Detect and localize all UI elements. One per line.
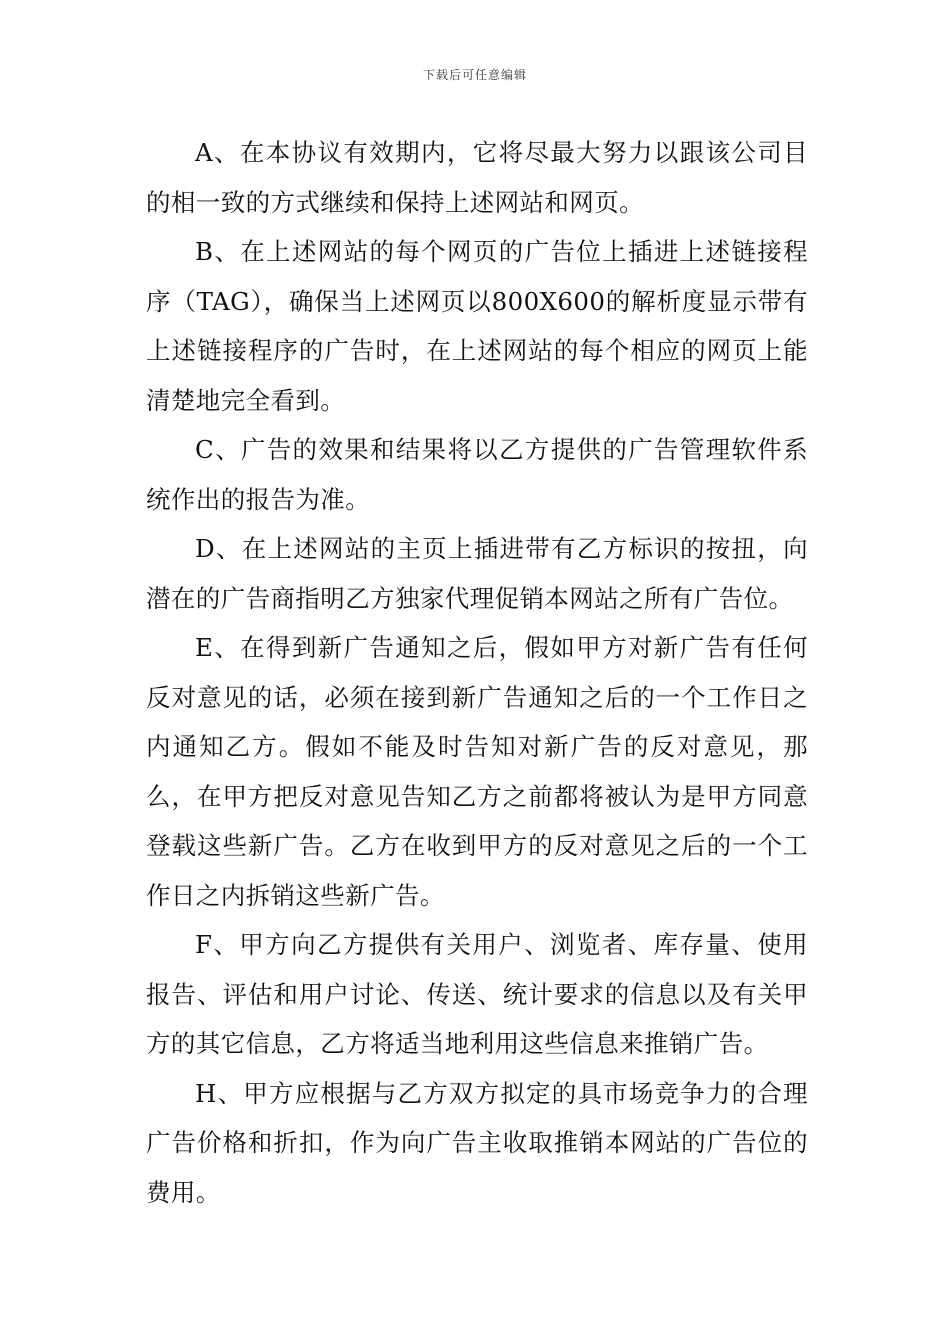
clause-c-paragraph: C、广告的效果和结果将以乙方提供的广告管理软件系统作出的报告为准。 xyxy=(146,435,808,514)
clause-h-paragraph: H、甲方应根据与乙方双方拟定的具市场竞争力的合理广告价格和折扣，作为向广告主收取推销本网站的广告位的费用。 xyxy=(146,1078,808,1207)
clause-a-paragraph: A、在本协议有效期内，它将尽最大努力以跟该公司目的相一致的方式继续和保持上述网站和网页。 xyxy=(146,138,808,217)
clause-e-paragraph: E、在得到新广告通知之后，假如甲方对新广告有任何反对意见的话，必须在接到新广告通知之后的一个工作日之内通知乙方。假如不能及时告知对新广告的反对意见，那么，在甲方把反对意见告知乙方之前都将被认为是甲方同意登载这些新广告。乙方在收到甲方的反对意见之后的一个工作日之内拆销这些新广告。 xyxy=(146,633,808,910)
clause-b-paragraph: B、在上述网站的每个网页的广告位上插进上述链接程序（TAG），确保当上述网页以800X600的解析度显示带有上述链接程序的广告时，在上述网站的每个相应的网页上能清楚地完全看到。 xyxy=(146,237,808,415)
clause-d-paragraph: D、在上述网站的主页上插进带有乙方标识的按扭，向潜在的广告商指明乙方独家代理促销本网站之所有广告位。 xyxy=(146,534,808,613)
clause-f-paragraph: F、甲方向乙方提供有关用户、浏览者、库存量、使用报告、评估和用户讨论、传送、统计要求的信息以及有关甲方的其它信息，乙方将适当地利用这些信息来推销广告。 xyxy=(146,930,808,1058)
document-body xyxy=(146,128,808,1217)
header-note: 下载后可任意编辑 xyxy=(422,68,527,82)
